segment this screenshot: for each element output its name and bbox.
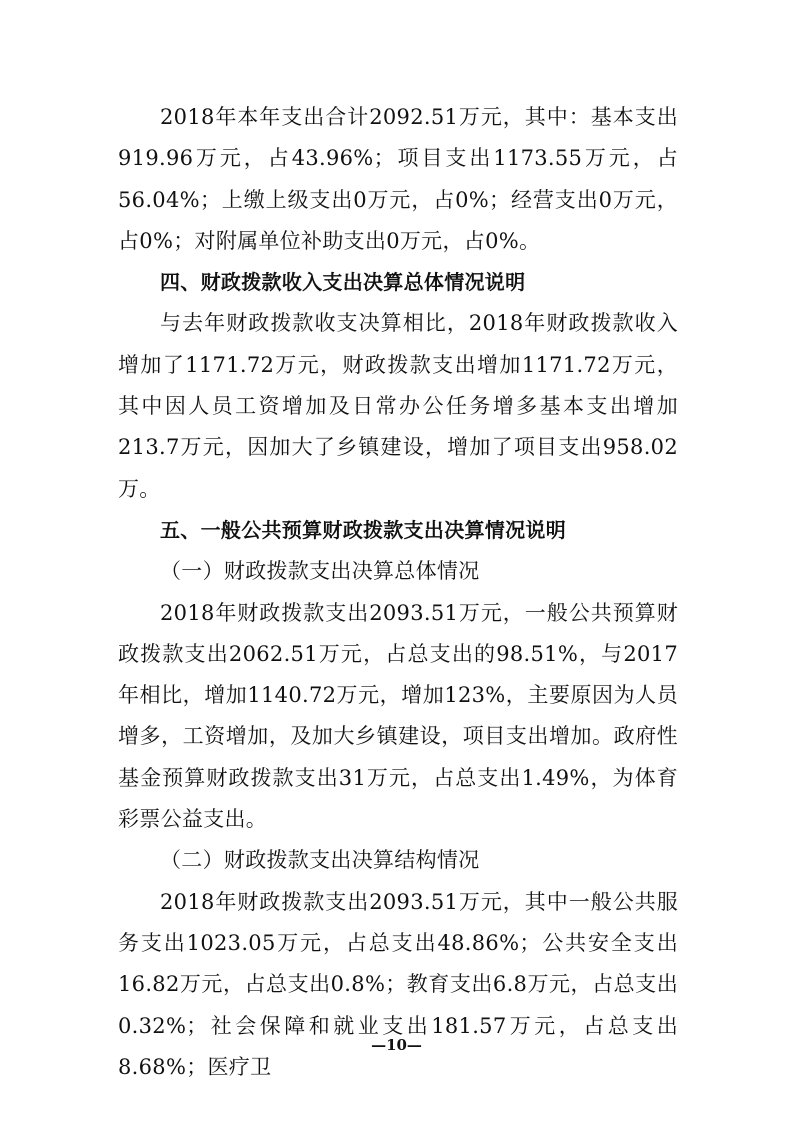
paragraph-expenditure-summary: 2018年本年支出合计2092.51万元，其中：基本支出919.96万元，占43.96%；项目支出1173.55万元，占56.04%；上缴上级支出0万元，占0%；经营支出0万元，占0%；对附属单位补助支出0万元，占0%。 [118,105,678,253]
paragraph-total-appropriation: 2018年财政拨款支出2093.51万元，一般公共预算财政拨款支出2062.51万元，占总支出的98.51%，与2017年相比，增加1140.72万元，增加123%，主要原因为人员增多，工资增加，及加大乡镇建设，项目支出增加。政府性基金预算财政拨款支出31万元，占总支出1.49%，为体育彩票公益支出。 [118,600,678,832]
document-body [118,97,678,1088]
paragraph-appropriation-comparison: 与去年财政拨款收支决算相比，2018年财政拨款收入增加了1171.72万元，财政拨款支出增加1171.72万元，其中因人员工资增加及日常办公任务增多基本支出增加213.7万元，因加大了乡镇建设，增加了项目支出958.02万。 [118,311,678,501]
section-heading-5: 五、一般公共预算财政拨款支出决算情况说明 [160,517,566,542]
page-number: —10— [371,1036,422,1054]
section-heading-4: 四、财政拨款收入支出决算总体情况说明 [160,270,526,295]
subsection-heading-2: （二）财政拨款支出决算结构情况 [160,848,480,873]
paragraph-appropriation-structure: 2018年财政拨款支出2093.51万元，其中一般公共服务支出1023.05万元，占总支出48.86%；公共安全支出16.82万元，占总支出0.8%；教育支出6.8万元，占总支出0.32%；社会保障和就业支出181.57万元，占总支出8.68%；医疗卫 [118,889,678,1079]
subsection-heading-1: （一）财政拨款支出决算总体情况 [160,559,480,584]
